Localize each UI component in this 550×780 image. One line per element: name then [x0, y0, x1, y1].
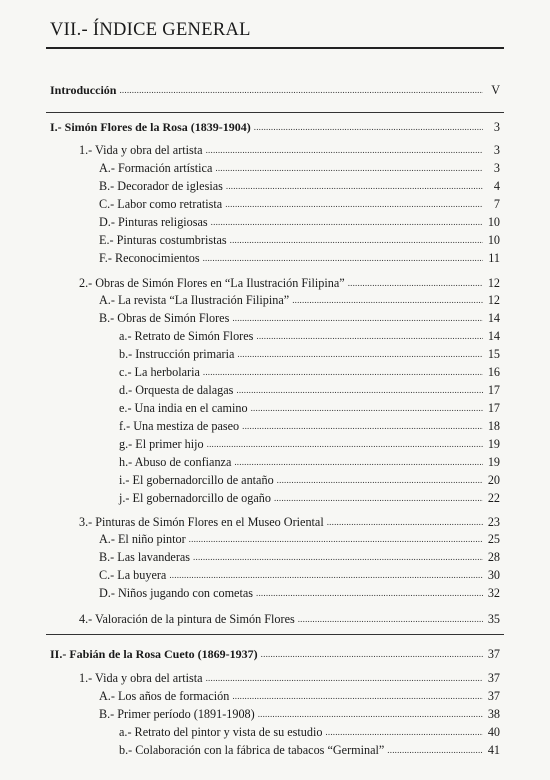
dot-leader [277, 472, 483, 488]
toc-entry [99, 688, 500, 705]
toc-entry-page-number: 38 [487, 707, 500, 721]
toc-entry-title: a.- Retrato de Simón Flores [119, 329, 254, 343]
toc-entry-page-number: 14 [487, 311, 500, 325]
toc-entry [79, 670, 500, 687]
toc-entry-title: f.- Una mestiza de paseo [119, 419, 240, 433]
dot-leader [298, 611, 483, 627]
toc-entry-title: c.- La herbolaria [119, 365, 200, 379]
toc-entry [119, 436, 500, 453]
toc-entry-title: A.- El niño pintor [99, 532, 186, 546]
dot-leader [203, 250, 483, 266]
toc-entry [99, 292, 500, 309]
toc-entry [79, 275, 500, 292]
dot-leader [254, 119, 483, 135]
dot-leader [215, 160, 483, 176]
toc-entry-page-number: 3 [493, 120, 500, 134]
toc-entry-page-number: 22 [487, 491, 500, 505]
toc-entry [99, 178, 500, 195]
dot-leader [261, 646, 483, 662]
toc-entry [99, 214, 500, 231]
dot-leader [325, 724, 483, 740]
toc-entry-title: 2.- Obras de Simón Flores en “La Ilustración Filipina” [79, 276, 345, 290]
dot-leader [242, 418, 483, 434]
toc-entry [99, 549, 500, 566]
toc-entry-title: F.- Reconocimientos [99, 251, 200, 265]
toc-entry-title: B.- Las lavanderas [99, 550, 191, 564]
dot-leader [348, 275, 483, 291]
toc-entry-page-number: 12 [487, 276, 500, 290]
dot-leader [203, 364, 483, 380]
dot-leader [225, 196, 483, 212]
dot-leader [327, 514, 483, 530]
toc-entry-page-number: 35 [487, 612, 500, 626]
toc-entry-title: 4.- Valoración de la pintura de Simón Flores [79, 612, 295, 626]
dot-leader [206, 142, 483, 158]
toc-entry-title: h.- Abuso de confianza [119, 455, 232, 469]
toc-entry-page-number: 32 [487, 586, 500, 600]
toc-entry-page-number: 10 [487, 215, 500, 229]
toc-entry-title: b.- Instrucción primaria [119, 347, 235, 361]
toc-entry-title: D.- Niños jugando con cometas [99, 586, 254, 600]
dot-leader [226, 178, 483, 194]
toc-entry-page-number: 19 [487, 455, 500, 469]
toc-entry-page-number: 41 [487, 743, 500, 757]
toc-entry-page-number: 16 [487, 365, 500, 379]
dot-leader [292, 292, 483, 308]
toc-entry-page-number: 40 [487, 725, 500, 739]
toc-entry [119, 490, 500, 507]
toc-entry-title: I.- Simón Flores de la Rosa (1839-1904) [50, 120, 251, 134]
toc-entry [99, 196, 500, 213]
toc-entry-title: A.- Los años de formación [99, 689, 230, 703]
toc-entry-title: 1.- Vida y obra del artista [79, 143, 203, 157]
toc-entry-title: a.- Retrato del pintor y vista de su estudio [119, 725, 323, 739]
toc-entry [99, 160, 500, 177]
toc-entry [119, 724, 500, 741]
title-underline [46, 47, 504, 49]
toc-entry-title: i.- El gobernadorcillo de antaño [119, 473, 274, 487]
toc-entry-page-number: 37 [487, 689, 500, 703]
toc-entry [119, 346, 500, 363]
toc-entry [119, 400, 500, 417]
toc-entry-page-number: 19 [487, 437, 500, 451]
toc-entry-title: g.- El primer hijo [119, 437, 204, 451]
toc-entry-title: B.- Primer período (1891-1908) [99, 707, 255, 721]
toc-entry-title: A.- Formación artística [99, 161, 213, 175]
toc-entry-title: II.- Fabián de la Rosa Cueto (1869-1937) [50, 647, 258, 661]
toc-entry [50, 119, 500, 136]
section-divider [46, 634, 504, 635]
toc-entry-title: j.- El gobernadorcillo de ogaño [119, 491, 271, 505]
toc-entry-page-number: 37 [487, 647, 500, 661]
toc-entry-page-number: 4 [493, 179, 500, 193]
toc-entry [99, 250, 500, 267]
dot-leader [274, 490, 483, 506]
dot-leader [207, 436, 483, 452]
toc-entry [119, 742, 500, 759]
dot-leader [387, 742, 483, 758]
toc-entry-title: A.- La revista “La Ilustración Filipina” [99, 293, 290, 307]
dot-leader [119, 82, 483, 98]
toc-entry [99, 585, 500, 602]
toc-entry-title: d.- Orquesta de dalagas [119, 383, 234, 397]
toc-entry [50, 82, 500, 99]
toc-entry [119, 454, 500, 471]
toc-entry-page-number: 18 [487, 419, 500, 433]
toc-entry-page-number: 10 [487, 233, 500, 247]
toc-entry [79, 514, 500, 531]
toc-entry [99, 567, 500, 584]
toc-entry-page-number: 30 [487, 568, 500, 582]
toc-entry-title: E.- Pinturas costumbristas [99, 233, 227, 247]
toc-entry [119, 418, 500, 435]
dot-leader [206, 670, 483, 686]
toc-entry [99, 232, 500, 249]
toc-entry-page-number: 28 [487, 550, 500, 564]
toc-entry-page-number: 14 [487, 329, 500, 343]
toc-entry-page-number: 7 [493, 197, 500, 211]
toc-entry [79, 142, 500, 159]
toc-entry [119, 472, 500, 489]
dot-leader [256, 585, 483, 601]
toc-entry-page-number: 37 [487, 671, 500, 685]
dot-leader [258, 706, 483, 722]
dot-leader [230, 232, 483, 248]
toc-entry-page-number: 12 [487, 293, 500, 307]
toc-entry-title: C.- Labor como retratista [99, 197, 223, 211]
dot-leader [251, 400, 483, 416]
page-title: VII.- ÍNDICE GENERAL [50, 20, 251, 40]
toc-entry-page-number: 17 [487, 401, 500, 415]
toc-entry-title: D.- Pinturas religiosas [99, 215, 208, 229]
toc-entry [99, 310, 500, 327]
dot-leader [232, 310, 483, 326]
dot-leader [169, 567, 483, 583]
toc-entry-title: 1.- Vida y obra del artista [79, 671, 203, 685]
dot-leader [189, 531, 483, 547]
toc-entry [50, 646, 500, 663]
toc-entry [119, 382, 500, 399]
toc-entry [119, 328, 500, 345]
dot-leader [237, 346, 483, 362]
toc-entry-page-number: 17 [487, 383, 500, 397]
toc-entry-page-number: 3 [493, 143, 500, 157]
toc-entry-title: B.- Obras de Simón Flores [99, 311, 230, 325]
toc-entry-page-number: 23 [487, 515, 500, 529]
toc-entry-page-number: 15 [487, 347, 500, 361]
toc-entry-page-number: 3 [493, 161, 500, 175]
toc-entry [119, 364, 500, 381]
dot-leader [211, 214, 483, 230]
dot-leader [236, 382, 483, 398]
toc-entry-title: C.- La buyera [99, 568, 167, 582]
toc-entry-title: e.- Una india en el camino [119, 401, 248, 415]
toc-entry-page-number: V [491, 83, 500, 97]
toc-entry [79, 611, 500, 628]
dot-leader [234, 454, 483, 470]
toc-entry-page-number: 25 [487, 532, 500, 546]
dot-leader [256, 328, 483, 344]
section-divider [46, 112, 504, 113]
toc-entry-title: Introducción [50, 83, 117, 97]
toc-entry [99, 531, 500, 548]
toc-entry-title: 3.- Pinturas de Simón Flores en el Museo Oriental [79, 515, 324, 529]
toc-entry-page-number: 20 [487, 473, 500, 487]
toc-entry-title: B.- Decorador de iglesias [99, 179, 223, 193]
dot-leader [232, 688, 483, 704]
toc-entry-page-number: 11 [488, 251, 500, 265]
dot-leader [193, 549, 483, 565]
toc-entry-title: b.- Colaboración con la fábrica de tabacos “Germinal” [119, 743, 385, 757]
toc-entry [99, 706, 500, 723]
